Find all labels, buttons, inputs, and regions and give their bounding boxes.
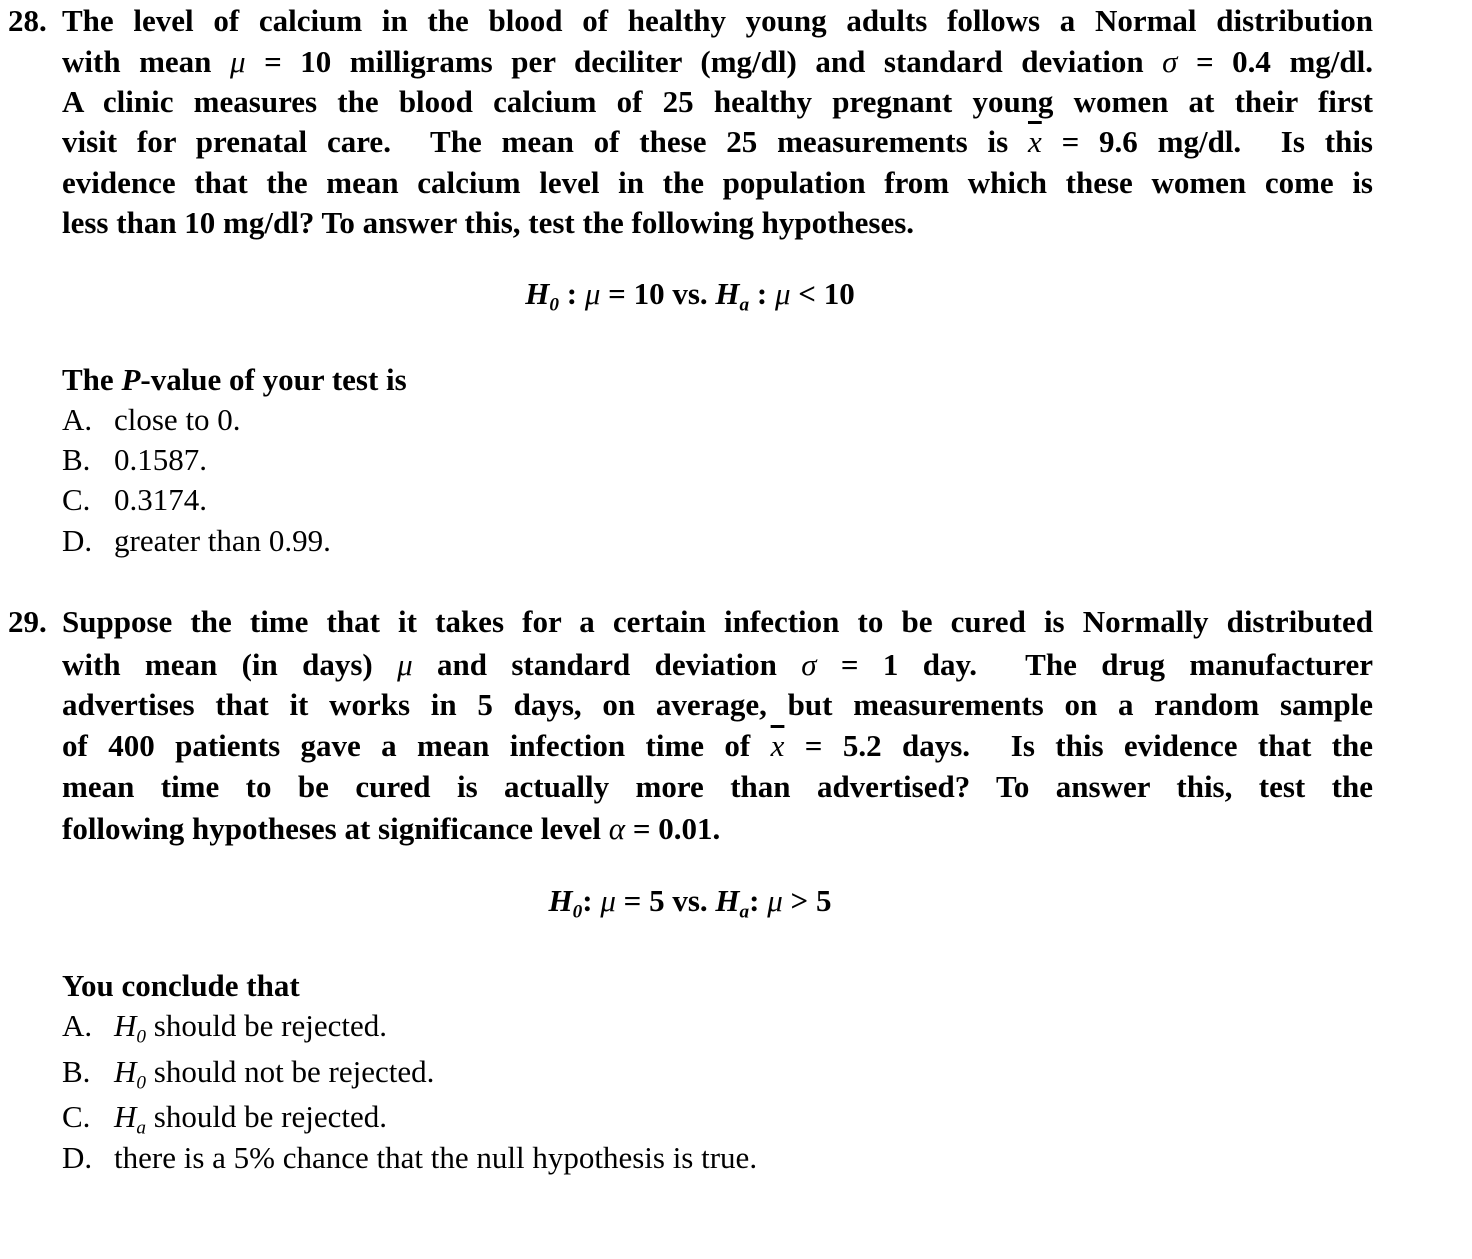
q28-line-4: visit for prenatal care. The mean of these 25 measurements is $\overline{x} = 9.6$ mg/dl. Is this: [62, 124, 1373, 159]
choice-letter: A.: [62, 402, 93, 437]
q29-stem: You conclude that: [62, 968, 300, 1003]
q28-number: 28.: [8, 3, 47, 38]
choice-text: $H_0$ should not be rejected.: [114, 1054, 435, 1094]
q28-choice-d[interactable]: [62, 523, 331, 559]
q29-line-2: with mean (in days) μ and standard deviation σ = 1 day. The drug manufacturer: [62, 647, 1373, 682]
choice-text: 0.1587.: [114, 442, 207, 477]
q29-hypothesis: $H_0$: μ = 5 vs. $H_a$: μ > 5: [548, 883, 832, 923]
choice-text: $H_0$ should be rejected.: [114, 1008, 388, 1048]
q29-choice-d[interactable]: [62, 1140, 757, 1176]
q28-choice-b[interactable]: [62, 442, 207, 478]
q29-choice-b[interactable]: [62, 1054, 435, 1094]
q28-line-5: evidence that the mean calcium level in the population from which these women come is: [62, 165, 1373, 200]
q29-line-1: [8, 601, 1373, 642]
q29-number: 29.: [8, 604, 47, 639]
q29-line-3: advertises that it works in 5 days, on average, but measurements on a random sample: [62, 687, 1373, 722]
choice-letter: B.: [62, 1054, 91, 1089]
choice-text: 0.3174.: [114, 482, 207, 517]
q29-line-6: following hypotheses at significance level α = 0.01.: [62, 811, 721, 846]
q28-choice-c[interactable]: [62, 482, 207, 518]
q28-line-1: [8, 0, 1373, 41]
q29-line-1-text: Suppose the time that it takes for a certain infection to be cured is Normally distributed: [62, 604, 1373, 639]
choice-text: greater than 0.99.: [114, 523, 331, 558]
choice-letter: D.: [62, 523, 93, 558]
choice-letter: C.: [62, 1099, 91, 1134]
q28-choice-a[interactable]: [62, 402, 241, 438]
q29-line-5: mean time to be cured is actually more than advertised? To answer this, test the: [62, 769, 1373, 804]
q28-hypothesis: $H_0$ : μ = 10 vs. $H_a$ : μ < 10: [525, 276, 855, 316]
q29-line-4: of 400 patients gave a mean infection time of $\overline{x} = 5.2$ days. Is this evidence that the: [62, 728, 1373, 763]
q28-line-3: A clinic measures the blood calcium of 25 healthy pregnant young women at their first: [62, 84, 1373, 119]
q29-choice-a[interactable]: [62, 1008, 388, 1048]
choice-letter: D.: [62, 1140, 93, 1175]
choice-text: $H_a$ should be rejected.: [114, 1099, 388, 1139]
choice-letter: C.: [62, 482, 91, 517]
q28-stem: The P-value of your test is: [62, 362, 407, 397]
choice-letter: A.: [62, 1008, 93, 1043]
q28-line-2: with mean μ = 10 milligrams per deciliter (mg/dl) and standard deviation σ = 0.4 mg/dl.: [62, 44, 1373, 79]
q29-choice-c[interactable]: [62, 1099, 388, 1139]
q28-line-1-text: The level of calcium in the blood of healthy young adults follows a Normal distribution: [62, 3, 1373, 38]
choice-text: there is a 5% chance that the null hypothesis is true.: [114, 1140, 758, 1175]
choice-letter: B.: [62, 442, 91, 477]
q28-line-6: less than 10 mg/dl? To answer this, test the following hypotheses.: [62, 205, 915, 240]
choice-text: close to 0.: [114, 402, 241, 437]
